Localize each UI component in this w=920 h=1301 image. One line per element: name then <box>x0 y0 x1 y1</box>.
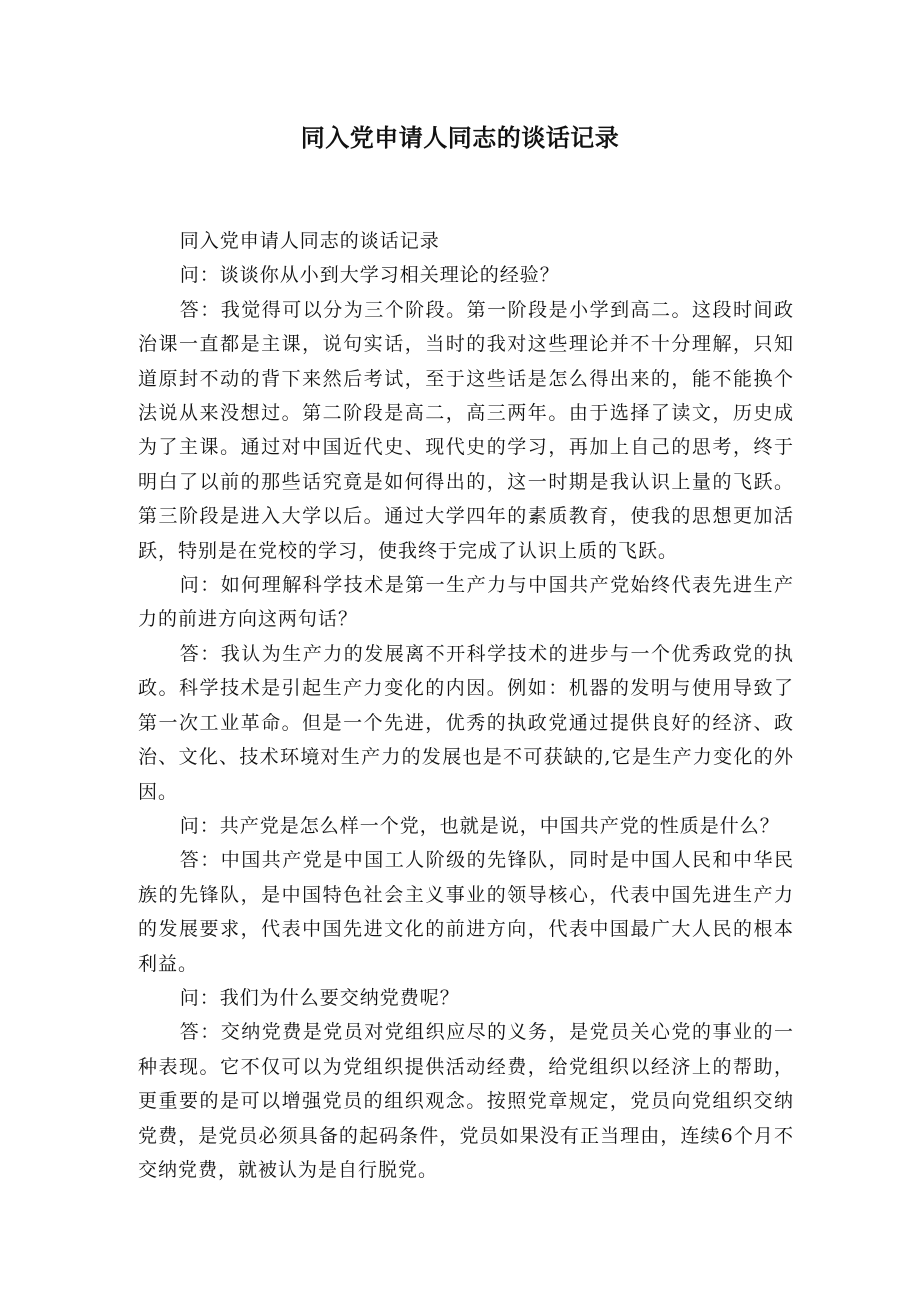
answer-paragraph: 答：交纳党费是党员对党组织应尽的义务，是党员关心党的事业的一种表现。它不仅可以为党组织提供活动经费，给党组织以经济上的帮助，更重要的是可以增强党员的组织观念。按照党章规定，党员向党组织交纳党费，是党员必须具备的起码条件，党员如果没有正当理由，连续6个月不交纳党费，就被认为是自行脱党。 <box>138 1021 794 1181</box>
answer-paragraph: 答：我觉得可以分为三个阶段。第一阶段是小学到高二。这段时间政治课一直都是主课，说句实话，当时的我对这些理论并不十分理解，只知道原封不动的背下来然后考试，至于这些话是怎么得出来的，能不能换个法说从来没想过。第二阶段是高二，高三两年。由于选择了读文，历史成为了主课。通过对中国近代史、现代史的学习，再加上自己的思考，终于明白了以前的那些话究竟是如何得出的，这一时期是我认识上量的飞跃。第三阶段是进入大学以后。通过大学四年的素质教育，使我的思想更加活跃，特别是在党校的学习，使我终于完成了认识上质的飞跃。 <box>138 298 794 562</box>
document-body <box>138 224 794 1187</box>
question-paragraph: 问：如何理解科学技术是第一生产力与中国共产党始终代表先进生产力的前进方向这两句话？ <box>138 574 794 631</box>
question-paragraph: 问：谈谈你从小到大学习相关理论的经验？ <box>179 264 560 287</box>
body-heading-paragraph: 同入党申请人同志的谈话记录 <box>179 230 440 252</box>
answer-paragraph: 答：我认为生产力的发展离不开科学技术的进步与一个优秀政党的执政。科学技术是引起生产力变化的内因。例如：机器的发明与使用导致了第一次工业革命。但是一个先进，优秀的执政党通过提供良好的经济、政治、文化、技术环境对生产力的发展也是不可获缺的,它是生产力变化的外因。 <box>138 642 794 803</box>
answer-paragraph: 答：中国共产党是中国工人阶级的先锋队，同时是中国人民和中华民族的先锋队，是中国特色社会主义事业的领导核心，代表中国先进生产力的发展要求，代表中国先进文化的前进方向，代表中国最广大人民的根本利益。 <box>138 849 794 975</box>
question-paragraph: 问：我们为什么要交纳党费呢？ <box>179 986 460 1009</box>
question-paragraph: 问：共产党是怎么样一个党，也就是说，中国共产党的性质是什么？ <box>179 814 780 837</box>
document-title: 同入党申请人同志的谈话记录 <box>300 124 620 152</box>
